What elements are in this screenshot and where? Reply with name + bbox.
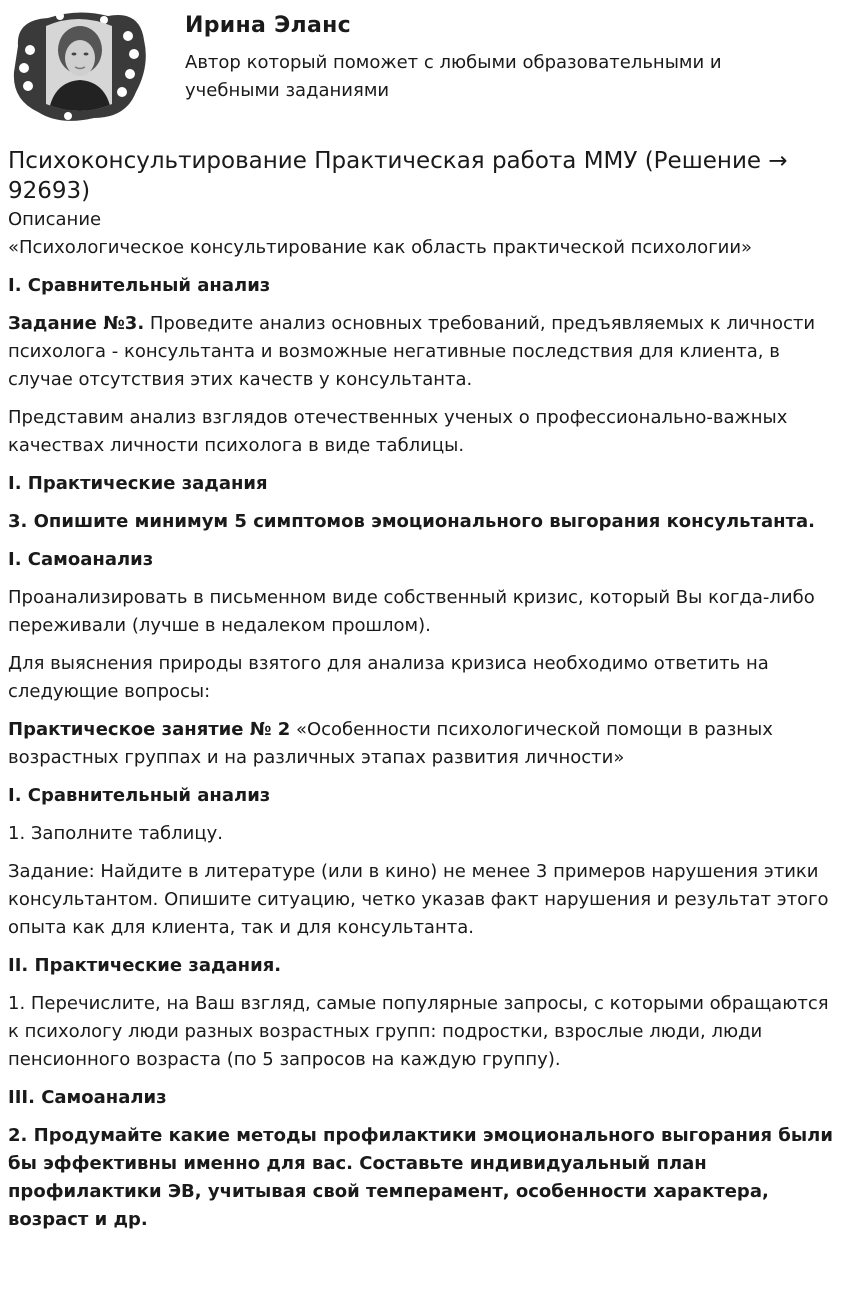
task-burnout-paragraph: 3. Опишите минимум 5 симптомов эмоционального выгорания консультанта. — [8, 511, 815, 532]
ethics-task-paragraph: Задание: Найдите в литературе (или в кино) не менее 3 примеров нарушения этики консультантом. Опишите ситуацию, четко указав факт нарушения и результат этого опыта как для клиента, так и для консультанта. — [8, 861, 829, 938]
description-quote: «Психологическое консультирование как область практической психологии» — [8, 237, 753, 258]
section-heading: I. Сравнительный анализ — [8, 785, 271, 806]
section-heading: II. Практические задания. — [8, 955, 282, 976]
practice-text: «Особенности психологической помощи в разных возрастных группах и на различных этапах развития личности» — [8, 719, 773, 768]
crisis-questions-paragraph: Для выяснения природы взятого для анализа кризиса необходимо ответить на следующие вопросы: — [8, 653, 769, 702]
analysis-intro-paragraph: Представим анализ взглядов отечественных ученых о профессионально-важных качествах личности психолога в виде таблицы. — [8, 407, 788, 456]
page-title: Психоконсультирование Практическая работа ММУ (Решение → 92693) — [8, 148, 788, 204]
requests-task-paragraph: 1. Перечислите, на Ваш взгляд, самые популярные запросы, с которыми обращаются к психологу люди разных возрастных групп: подростки, взрослые люди, люди пенсионного возраста (по 5 запросов на каждую группу). — [8, 993, 829, 1070]
prevention-task-paragraph: 2. Продумайте какие методы профилактики эмоционального выгорания были бы эффективны именно для вас. Составьте индивидуальный план профилактики ЭВ, учитывая свой темперамент, особенности характера, возраст и др. — [8, 1125, 833, 1230]
work-content — [0, 206, 847, 1234]
practice-paragraph — [8, 716, 835, 772]
task-paragraph — [8, 310, 835, 394]
author-header — [0, 0, 847, 135]
task-lead: Задание №3. — [8, 313, 145, 334]
section-heading: I. Сравнительный анализ — [8, 275, 271, 296]
fill-table-paragraph: 1. Заполните таблицу. — [8, 823, 223, 844]
task-text: Проведите анализ основных требований, предъявляемых к личности психолога - консультанта и возможные негативные последствия для клиента, в случае отсутствия этих качеств у консультанта. — [8, 313, 816, 390]
section-heading: I. Самоанализ — [8, 549, 154, 570]
section-heading: I. Практические задания — [8, 473, 268, 494]
crisis-paragraph: Проанализировать в письменном виде собственный кризис, который Вы когда-либо переживали (лучше в недалеком прошлом). — [8, 587, 815, 636]
practice-lead: Практическое занятие № 2 — [8, 719, 291, 740]
description-label: Описание — [8, 209, 102, 230]
author-name[interactable]: Ирина Эланс — [185, 13, 351, 38]
author-description: Автор который поможет с любыми образовательными и учебными заданиями — [185, 52, 722, 101]
author-avatar[interactable] — [8, 6, 150, 126]
avatar-film-frame-icon — [8, 6, 150, 126]
section-heading: III. Самоанализ — [8, 1087, 167, 1108]
